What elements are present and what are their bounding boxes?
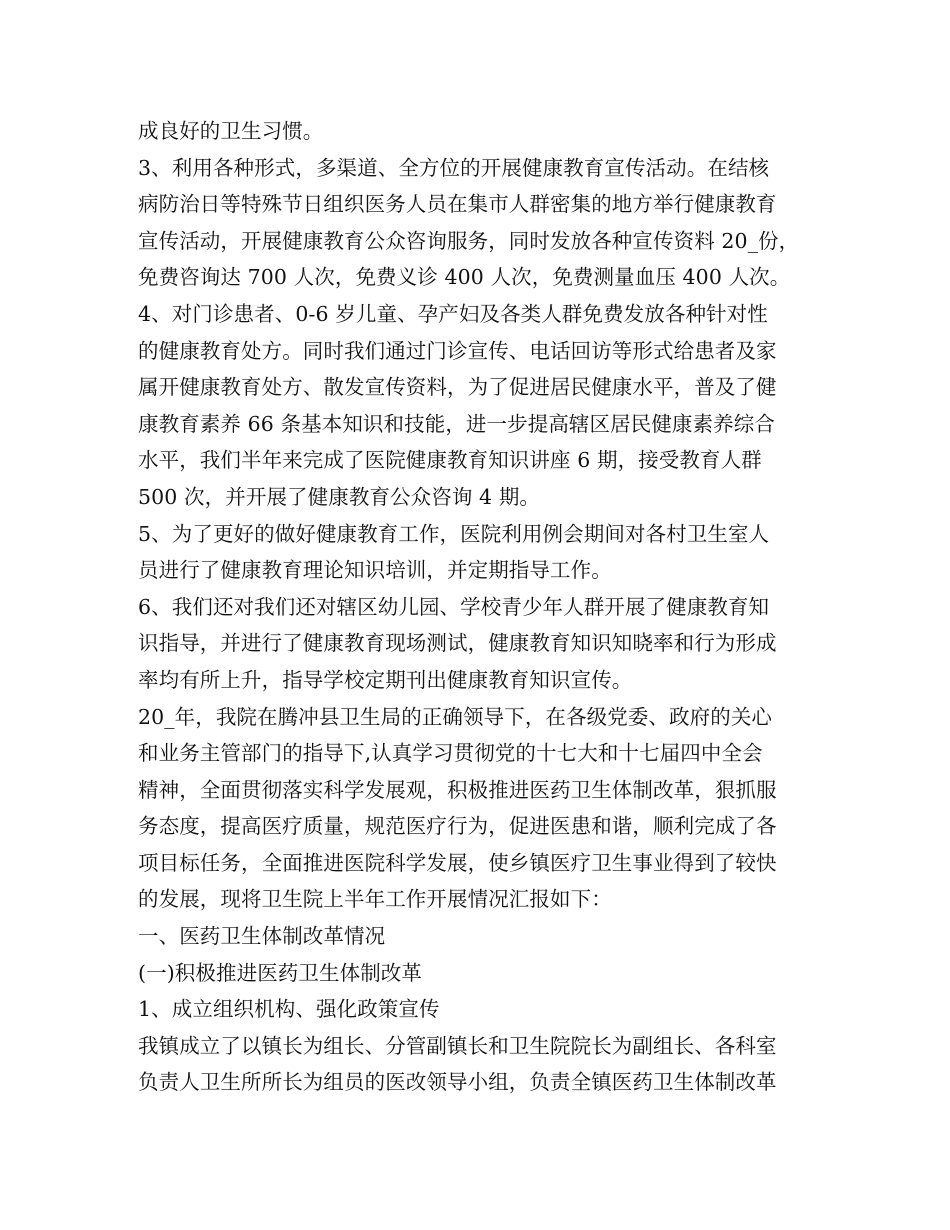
text-line: 务态度，提高医疗质量，规范医疗行为，促进医患和谐，顺利完成了各 (138, 814, 777, 839)
text-line: 病防治日等特殊节日组织医务人员在集市人群密集的地方举行健康教育 (138, 192, 777, 217)
text-line: 负责人卫生所所长为组员的医改领导小组，负责全镇医药卫生体制改革 (138, 1070, 777, 1095)
section-heading: 一、医药卫生体制改革情况 (138, 924, 386, 949)
text-line: 水平，我们半年来完成了医院健康教育知识讲座 6 期，接受教育人群 (138, 448, 762, 473)
text-line: 率均有所上升，指导学校定期刊出健康教育知识宣传。 (138, 667, 633, 692)
text-line: 免费咨询达 700 人次，免费义诊 400 人次，免费测量血压 400 人次。 (138, 265, 791, 290)
text-line: 员进行了健康教育理论知识培训，并定期指导工作。 (138, 558, 612, 583)
text-line: 属开健康教育处方、散发宣传资料，为了促进居民健康水平，普及了健 (138, 375, 777, 400)
text-line: 4、对门诊患者、0-6 岁儿童、孕产妇及各类人群免费发放各种针对性 (138, 301, 768, 326)
text-line: 识指导，并进行了健康教育现场测试，健康教育知识知晓率和行为形成 (138, 631, 777, 656)
text-line: 和业务主管部门的指导下,认真学习贯彻党的十七大和十七届四中全会 (138, 741, 763, 766)
text-line: 的发展，现将卫生院上半年工作开展情况汇报如下： (138, 887, 612, 912)
text-line: 宣传活动，开展健康教育公众咨询服务，同时发放各种宣传资料 20_份， (138, 228, 800, 253)
text-line: 项目标任务，全面推进医院科学发展，使乡镇医疗卫生事业得到了较快 (138, 850, 777, 875)
text-line: 3、利用各种形式，多渠道、全方位的开展健康教育宣传活动。在结核 (138, 155, 770, 180)
document-body (138, 113, 828, 1101)
text-line: 的健康教育处方。同时我们通过门诊宣传、电话回访等形式给患者及家 (138, 338, 777, 363)
item-heading: 1、成立组织机构、强化政策宣传 (138, 997, 440, 1022)
text-line: 精神，全面贯彻落实科学发展观，积极推进医药卫生体制改革，狠抓服 (138, 777, 777, 802)
text-line: 500 次，并开展了健康教育公众咨询 4 期。 (138, 484, 541, 509)
text-line: 20_年，我院在腾冲县卫生局的正确领导下，在各级党委、政府的关心 (138, 704, 773, 729)
text-line: 成良好的卫生习惯。 (138, 119, 324, 143)
text-line: 我镇成立了以镇长为组长、分管副镇长和卫生院院长为副组长、各科室 (138, 1033, 777, 1058)
text-line: 6、我们还对我们还对辖区幼儿园、学校青少年人群开展了健康教育知 (138, 594, 770, 619)
text-line: 5、为了更好的做好健康教育工作，医院利用例会期间对各村卫生室人 (138, 521, 770, 546)
text-line: 康教育素养 66 条基本知识和技能，进一步提高辖区居民健康素养综合 (138, 411, 775, 436)
subsection-heading: (一)积极推进医药卫生体制改革 (138, 960, 422, 985)
